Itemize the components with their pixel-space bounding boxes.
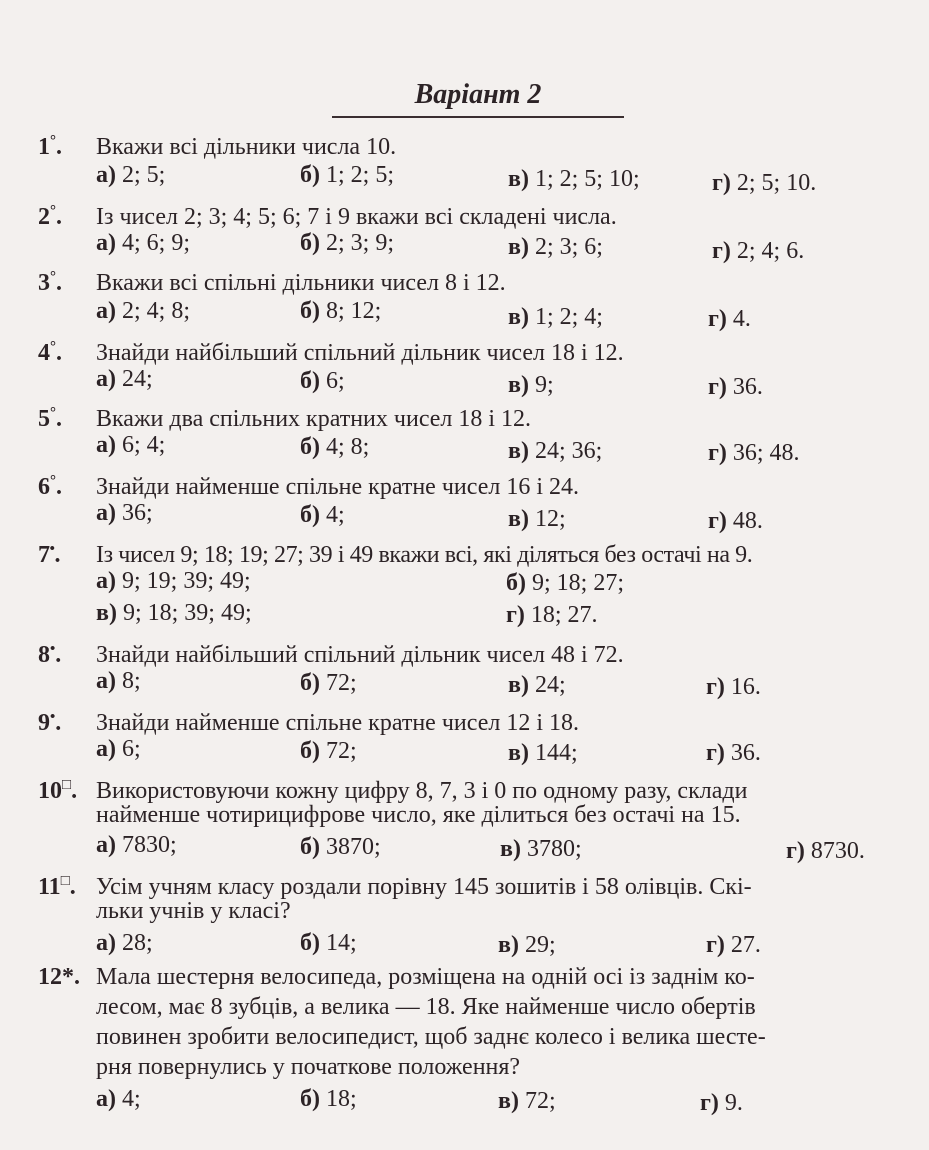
- option-c: в) 9; 18; 39; 49;: [96, 600, 252, 626]
- question-1: [38, 126, 396, 162]
- option-d: г) 18; 27.: [506, 602, 598, 628]
- question-text-continued: найменше чотирицифрове число, яке ділиться без остачі на 15.: [96, 802, 741, 828]
- option-b: б) 9; 18; 27;: [506, 570, 625, 596]
- question-3: [38, 262, 506, 298]
- option-a: а) 24;: [96, 366, 153, 392]
- option-c: в) 144;: [508, 740, 578, 766]
- option-a: а) 4;: [96, 1086, 141, 1112]
- question-text: Із чисел 2; 3; 4; 5; 6; 7 і 9 вкажи всі складені числа.: [96, 204, 617, 230]
- option-a: а) 7830;: [96, 832, 177, 858]
- option-b: б) 8; 12;: [300, 298, 382, 324]
- option-a: а) 4; 6; 9;: [96, 230, 191, 256]
- option-c: в) 2; 3; 6;: [508, 234, 603, 260]
- question-number: 8•.: [38, 641, 62, 668]
- option-c: в) 12;: [508, 506, 566, 532]
- option-c: в) 3780;: [500, 836, 582, 862]
- question-number: 6°.: [38, 473, 62, 500]
- question-text: Вкажи всі спільні дільники чисел 8 і 12.: [96, 270, 506, 296]
- option-b: б) 2; 3; 9;: [300, 230, 395, 256]
- question-8: [38, 634, 624, 670]
- question-number: 10□.: [38, 777, 78, 804]
- question-text: Знайди найбільший спільний дільник чисел 48 і 72.: [96, 642, 624, 668]
- question-number: 7•.: [38, 541, 61, 568]
- question-number: 5°.: [38, 405, 62, 432]
- question-2: [38, 196, 617, 232]
- question-number: 4°.: [38, 339, 62, 366]
- question-7: [38, 534, 752, 570]
- question-text: Вкажи всі дільники числа 10.: [96, 134, 397, 160]
- option-b: б) 4;: [300, 502, 345, 528]
- option-d: г) 2; 4; 6.: [712, 238, 805, 264]
- question-text: Використовуючи кожну цифру 8, 7, 3 і 0 по одному разу, склади: [96, 778, 748, 804]
- question-9: [38, 702, 579, 738]
- question-12: [38, 962, 755, 992]
- option-b: б) 72;: [300, 738, 357, 764]
- option-d: г) 2; 5; 10.: [712, 170, 817, 196]
- question-number: 11□.: [38, 873, 76, 900]
- question-number: 9•.: [38, 709, 62, 736]
- question-number: 3°.: [38, 269, 62, 296]
- option-a: а) 36;: [96, 500, 153, 526]
- question-number: 2°.: [38, 203, 62, 230]
- question-text: Знайди найбільший спільний дільник чисел 18 і 12.: [96, 340, 624, 366]
- question-text-continued: льки учнів у класі?: [96, 898, 291, 924]
- option-a: а) 6; 4;: [96, 432, 166, 458]
- option-d: г) 4.: [708, 306, 751, 332]
- option-d: г) 16.: [706, 674, 761, 700]
- option-d: г) 36; 48.: [708, 440, 800, 466]
- question-text-continued: лесом, має 8 зубців, а велика — 18. Яке найменше число обертів: [96, 994, 756, 1020]
- question-text: Вкажи два спільних кратних чисел 18 і 12.: [96, 406, 532, 432]
- option-d: г) 9.: [700, 1090, 743, 1116]
- option-c: в) 1; 2; 4;: [508, 304, 603, 330]
- option-a: а) 6;: [96, 736, 141, 762]
- question-text-continued: повинен зробити велосипедист, щоб заднє колесо і велика шесте-: [96, 1024, 766, 1050]
- option-b: б) 6;: [300, 368, 345, 394]
- option-b: б) 3870;: [300, 834, 381, 860]
- option-a: а) 28;: [96, 930, 153, 956]
- question-text: Знайди найменше спільне кратне чисел 16 і 24.: [96, 474, 579, 500]
- option-c: в) 24;: [508, 672, 566, 698]
- question-number: 12*.: [38, 964, 80, 990]
- option-a: а) 2; 5;: [96, 162, 166, 188]
- option-b: б) 72;: [300, 670, 357, 696]
- option-c: в) 24; 36;: [508, 438, 603, 464]
- question-text: Знайди найменше спільне кратне чисел 12 і 18.: [96, 710, 579, 736]
- option-b: б) 18;: [300, 1086, 357, 1112]
- option-c: в) 72;: [498, 1088, 556, 1114]
- question-4: [38, 332, 624, 368]
- option-d: г) 27.: [706, 932, 761, 958]
- question-text: Із чисел 9; 18; 19; 27; 39 і 49 вкажи всі, які діляться без остачі на 9.: [96, 542, 753, 568]
- option-d: г) 48.: [708, 508, 763, 534]
- option-a: а) 8;: [96, 668, 141, 694]
- title-underline: [332, 116, 624, 118]
- option-a: а) 2; 4; 8;: [96, 298, 191, 324]
- question-5: [38, 398, 531, 434]
- question-number: 1°.: [38, 133, 62, 160]
- option-b: б) 1; 2; 5;: [300, 162, 395, 188]
- page-title: Варіант 2: [414, 79, 542, 110]
- question-6: [38, 466, 579, 502]
- question-text: Усім учням класу роздали порівну 145 зошитів і 58 олівців. Скі-: [96, 874, 752, 900]
- option-c: в) 1; 2; 5; 10;: [508, 166, 640, 192]
- question-text: Мала шестерня велосипеда, розміщена на одній осі із заднім ко-: [96, 964, 755, 990]
- question-text-continued: рня повернулись у початкове положення?: [96, 1054, 521, 1080]
- option-d: г) 36.: [706, 740, 761, 766]
- option-b: б) 4; 8;: [300, 434, 370, 460]
- option-c: в) 29;: [498, 932, 556, 958]
- option-a: а) 9; 19; 39; 49;: [96, 568, 251, 594]
- option-d: г) 8730.: [786, 838, 865, 864]
- option-c: в) 9;: [508, 372, 554, 398]
- option-d: г) 36.: [708, 374, 763, 400]
- option-b: б) 14;: [300, 930, 357, 956]
